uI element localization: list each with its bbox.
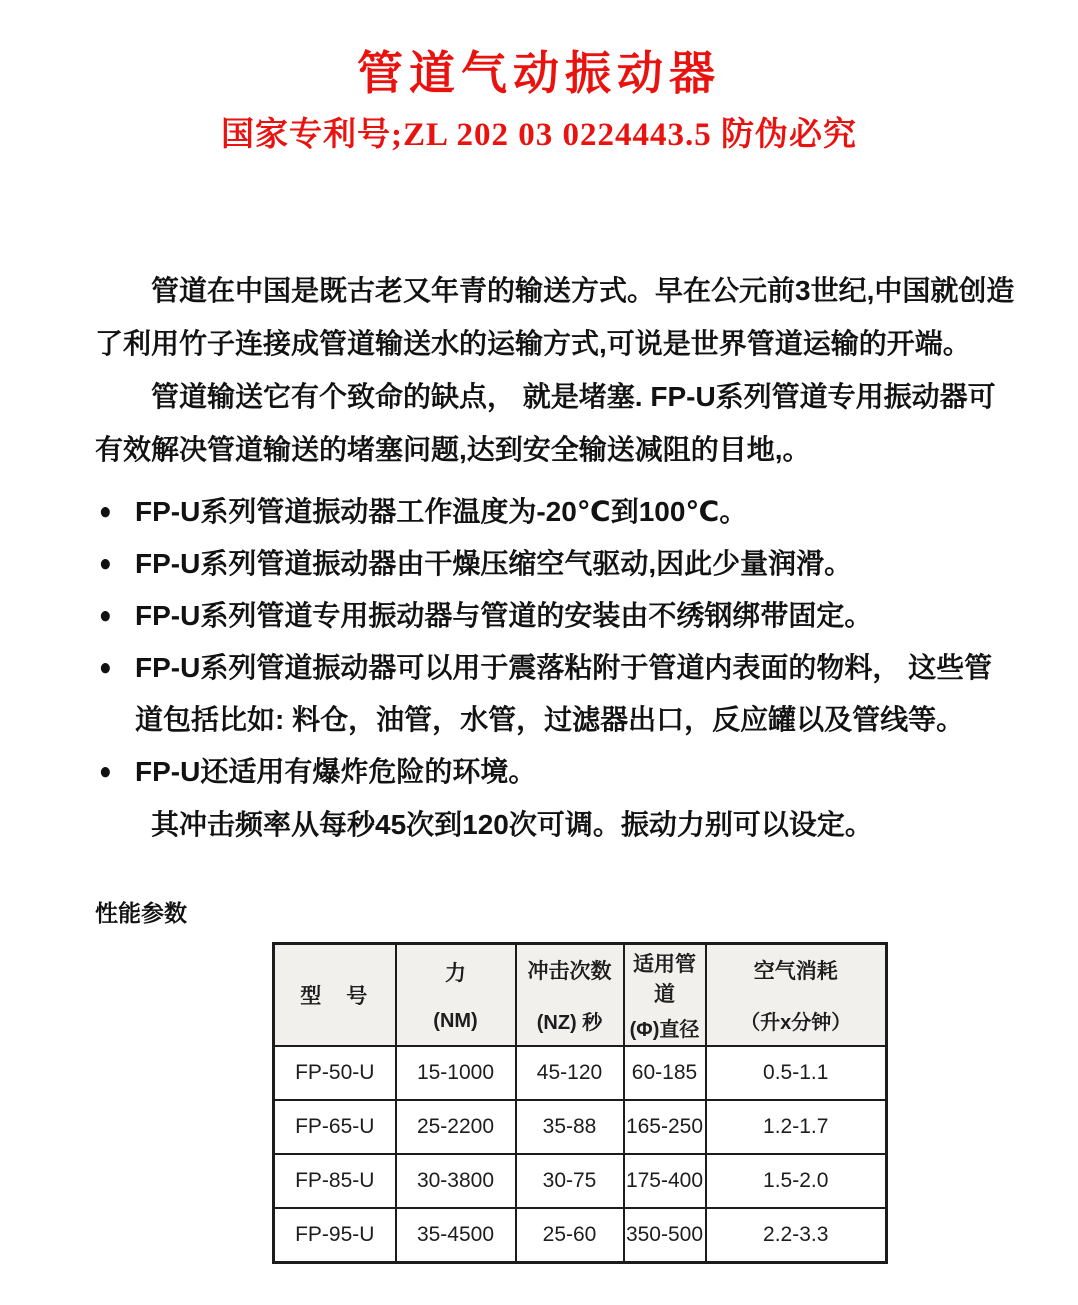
patent-number-subtitle: 国家专利号;ZL 202 03 0224443.5 防伪必究 [221, 117, 857, 153]
cell-impacts: 45-120 [516, 1046, 624, 1100]
bullet-item-applications [95, 642, 1015, 746]
bullet-icon: ● [99, 654, 112, 681]
header-impacts-unit: (NZ) 秒 [536, 1011, 603, 1034]
cell-model: FP-65-U [274, 1100, 396, 1154]
section-label-performance: 性能参数 [95, 900, 187, 926]
header-model-label: 型 号 [300, 985, 370, 1008]
table-row [274, 1208, 887, 1263]
cell-impacts: 25-60 [516, 1208, 624, 1263]
bullet-text: FP-U系列管道振动器可以用于震落粘附于管道内表面的物料， 这些管道包括比如: 料仓，油管，水管，过滤器出口，反应罐以及管线等。 [135, 652, 993, 735]
header-air-unit: （升x分钟） [740, 1011, 852, 1034]
cell-impacts: 30-75 [516, 1154, 624, 1208]
cell-air: 0.5-1.1 [706, 1046, 887, 1100]
header-impacts [516, 944, 624, 1047]
header-force-label: 力 [445, 961, 466, 985]
table-header-row [274, 944, 887, 1047]
cell-air: 1.2-1.7 [706, 1100, 887, 1154]
header-diameter-unit: (Φ)直径 [629, 1019, 700, 1042]
cell-force: 35-4500 [396, 1208, 516, 1263]
bullet-icon: ● [99, 550, 112, 577]
cell-model: FP-95-U [274, 1208, 396, 1263]
cell-model: FP-85-U [274, 1154, 396, 1208]
cell-diameter: 165-250 [624, 1100, 706, 1154]
feature-bullet-list [95, 486, 1015, 798]
paragraph-problem: 管道输送它有个致命的缺点， 就是堵塞. FP-U系列管道专用振动器可有效解决管道输送的堵塞问题,达到安全输送减阻的目地,。 [95, 381, 996, 465]
cell-diameter: 350-500 [624, 1208, 706, 1263]
header-air-label: 空气消耗 [753, 960, 838, 984]
table-row [274, 1154, 887, 1208]
bullet-text: FP-U还适用有爆炸危险的环境。 [135, 756, 537, 787]
header-model [274, 944, 396, 1047]
bullet-text: FP-U系列管道振动器工作温度为-20℃到100℃。 [135, 496, 748, 527]
cell-air: 1.5-2.0 [706, 1154, 887, 1208]
bullet-text: FP-U系列管道专用振动器与管道的安装由不绣钢绑带固定。 [135, 600, 873, 631]
header-impacts-label: 冲击次数 [527, 960, 612, 984]
cell-model: FP-50-U [274, 1046, 396, 1100]
bullet-text: FP-U系列管道振动器由干燥压缩空气驱动,因此少量润滑。 [135, 548, 853, 579]
page-title: 管道气动振动器 [357, 48, 721, 99]
header-force-unit: (NM) [433, 1010, 478, 1033]
header-diameter-label: 适用管道 [633, 952, 696, 1006]
header-air [706, 944, 887, 1047]
cell-force: 25-2200 [396, 1100, 516, 1154]
bullet-item-air-drive [95, 538, 1015, 590]
bullet-icon: ● [99, 758, 112, 785]
cell-force: 30-3800 [396, 1154, 516, 1208]
paragraph-intro: 管道在中国是既古老又年青的输送方式。早在公元前3世纪,中国就创造了利用竹子连接成管道输送水的运输方式,可说是世界管道运输的开端。 [95, 275, 1015, 359]
bullet-icon: ● [99, 498, 112, 525]
bullet-item-temperature [95, 486, 1015, 538]
header-force [396, 944, 516, 1047]
closing-line: 其冲击频率从每秒45次到120次可调。振动力别可以设定。 [151, 809, 873, 840]
bullet-item-mounting [95, 590, 1015, 642]
bullet-item-explosive-env [95, 746, 1015, 798]
header-diameter [624, 944, 706, 1047]
table-row [274, 1100, 887, 1154]
spec-table [272, 942, 888, 1264]
cell-diameter: 175-400 [624, 1154, 706, 1208]
cell-force: 15-1000 [396, 1046, 516, 1100]
cell-impacts: 35-88 [516, 1100, 624, 1154]
cell-air: 2.2-3.3 [706, 1208, 887, 1263]
cell-diameter: 60-185 [624, 1046, 706, 1100]
body-text [95, 264, 1015, 851]
table-row [274, 1046, 887, 1100]
bullet-icon: ● [99, 602, 112, 629]
